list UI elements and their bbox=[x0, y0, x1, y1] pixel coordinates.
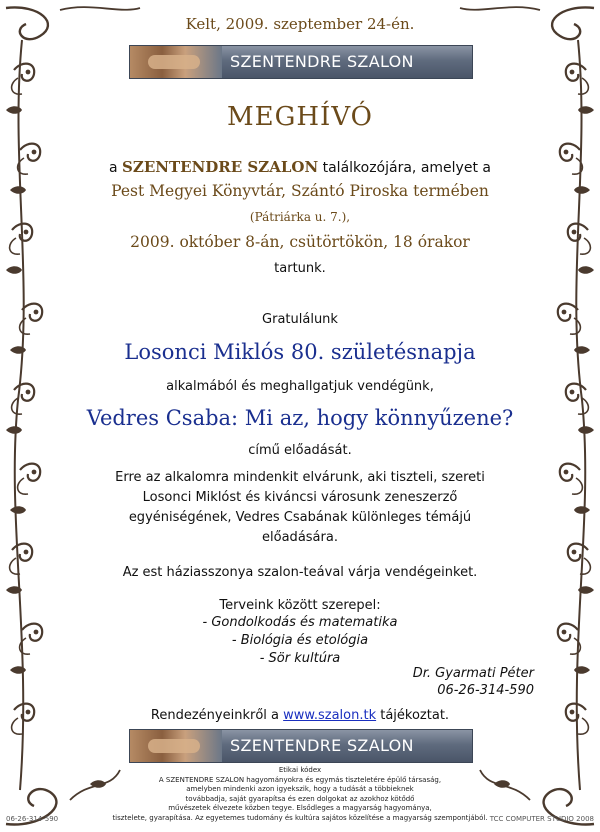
lecture-suffix: című előadását. bbox=[248, 443, 352, 458]
invite-org: SZENTENDRE SZALON bbox=[122, 158, 319, 176]
szalon-banner-bottom bbox=[129, 729, 473, 763]
plan-item: - Biológia és etológia bbox=[231, 633, 369, 648]
invite-line bbox=[0, 158, 600, 176]
ethics-line: művészetek élvezete közben tegye. Elsődleges a magyarság hagyománya, bbox=[168, 804, 432, 812]
events-pre: Rendezényeinkről a bbox=[150, 708, 284, 723]
congrats-text: Gratulálunk bbox=[262, 312, 338, 327]
handshake-icon bbox=[130, 46, 222, 78]
birthday-heading: Losonci Miklós 80. születésnapja bbox=[124, 340, 476, 364]
plans-title: Terveink között szerepel: bbox=[219, 598, 381, 613]
ethics-line: amelyben mindenki azon igyekszik, hogy a tudását a többieknek bbox=[186, 785, 414, 793]
invite-post: találkozójára, amelyet a bbox=[318, 160, 491, 176]
footer-phone: 06-26-314-590 bbox=[6, 815, 59, 823]
events-post: tájékoztat. bbox=[376, 708, 450, 723]
occasion-text: alkalmából és meghallgatjuk vendégünk, bbox=[166, 379, 434, 394]
banner-text: SZENTENDRE SZALON bbox=[230, 736, 414, 755]
banner-text: SZENTENDRE SZALON bbox=[230, 52, 414, 71]
date-line: Kelt, 2009. szeptember 24-én. bbox=[185, 15, 415, 33]
invitation-paragraph: Erre az alkalomra mindenkit elvárunk, aki tiszteli, szereti Losonci Miklóst és kiváncsi városunk zeneszerző egyéniségének, Vedres Csabának különleges témájú előadására. bbox=[115, 470, 485, 545]
plan-item: - Sör kultúra bbox=[259, 651, 341, 666]
datetime-line: 2009. október 8-án, csütörtökön, 18 órakor bbox=[130, 233, 470, 251]
plan-item: - Gondolkodás és matematika bbox=[202, 615, 398, 630]
signature-phone: 06-26-314-590 bbox=[437, 683, 534, 698]
venue-line: Pest Megyei Könyvtár, Szántó Piroska termében bbox=[111, 182, 489, 200]
ethics-line: tisztelete, gyarapítása. Az egyetemes tudomány és kultúra sajátos közelítése a magyarság szempontjából. bbox=[112, 813, 488, 822]
ethics-title: Etikai kódex bbox=[278, 766, 322, 774]
footer-credit: TCC COMPUTER STUDIO 2008 bbox=[489, 815, 594, 823]
handshake-icon bbox=[130, 730, 222, 762]
ethics-line: továbbadja, saját gyarapítsa és ezen dolgokat az azokhoz kötődő bbox=[185, 794, 415, 803]
verb-line: tartunk. bbox=[274, 261, 326, 276]
invite-pre: a bbox=[109, 160, 123, 176]
lecture-heading: Vedres Csaba: Mi az, hogy könnyűzene? bbox=[86, 406, 514, 430]
ethics-line: A SZENTENDRE SZALON hagyományokra és egymás tiszteletére épülő társaság, bbox=[158, 775, 442, 784]
szalon-banner-top bbox=[129, 45, 473, 79]
events-line bbox=[0, 708, 600, 723]
hostess-text: Az est háziasszonya szalon-teával várja vendégeinket. bbox=[122, 565, 478, 580]
signature-name: Dr. Gyarmati Péter bbox=[412, 666, 534, 681]
ethics-code bbox=[80, 766, 520, 823]
website-link[interactable]: www.szalon.tk bbox=[283, 708, 377, 723]
page-title: MEGHÍVÓ bbox=[227, 102, 373, 132]
address-line: (Pátriárka u. 7.), bbox=[249, 210, 351, 224]
